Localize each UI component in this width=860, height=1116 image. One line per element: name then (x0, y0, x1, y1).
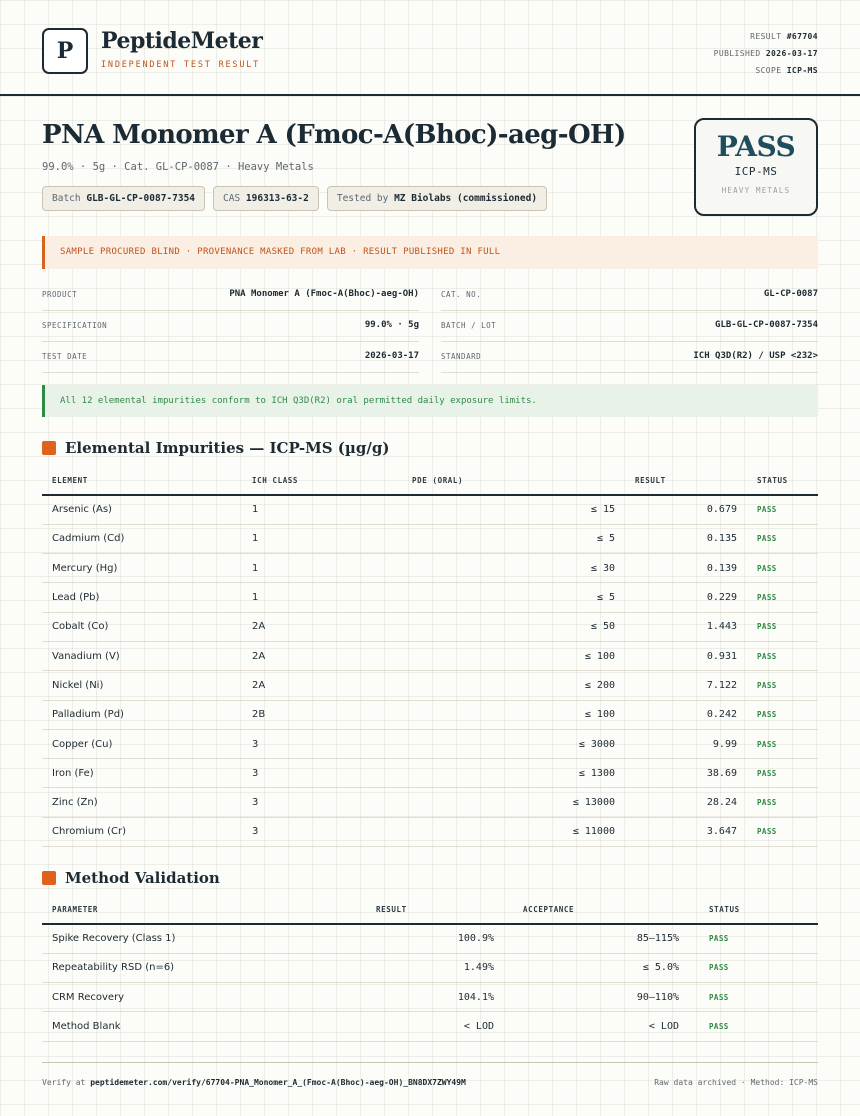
pde-cell: ≤ 30 (382, 554, 625, 583)
badge-method: ICP-MS (734, 165, 778, 178)
section-marker-icon (42, 441, 56, 455)
class-cell: 1 (242, 495, 382, 524)
logo-icon (42, 28, 88, 74)
status-badge: PASS (689, 983, 818, 1012)
status-badge: PASS (747, 524, 818, 553)
meta-scope: SCOPE ICP-MS (755, 66, 818, 75)
chip-row (42, 186, 547, 211)
table-row (42, 817, 818, 846)
meta-result: RESULT #67704 (750, 32, 818, 41)
class-cell: 3 (242, 817, 382, 846)
element-cell: Arsenic (As) (42, 495, 242, 524)
archive-note: Raw data archived · Method: ICP-MS (654, 1078, 818, 1087)
class-cell: 2B (242, 700, 382, 729)
class-cell: 2A (242, 671, 382, 700)
status-badge: PASS (689, 1012, 818, 1041)
table-header-row: PARAMETER RESULT ACCEPTANCE STATUS (42, 895, 818, 924)
impurities-table (42, 466, 818, 847)
result-cell: 28.24 (625, 788, 747, 817)
status-badge: PASS (747, 700, 818, 729)
table-row (42, 641, 818, 670)
element-cell: Cobalt (Co) (42, 612, 242, 641)
element-cell: Vanadium (V) (42, 641, 242, 670)
info-batch: BATCH / LOT GLB-GL-CP-0087-7354 (441, 311, 818, 342)
verify-link[interactable]: peptidemeter.com/verify/67704-PNA_Monomer_A_(Fmoc-A(Bhoc)-aeg-OH)_BN8DX7ZWY49M (90, 1078, 466, 1087)
status-badge: PASS (747, 554, 818, 583)
element-cell: Zinc (Zn) (42, 788, 242, 817)
result-cell: < LOD (366, 1012, 504, 1041)
parameter-cell: CRM Recovery (42, 983, 366, 1012)
result-cell: 0.135 (625, 524, 747, 553)
info-catno: CAT. NO. GL-CP-0087 (441, 280, 818, 311)
table-row (42, 924, 818, 953)
cas-chip: CAS 196313-63-2 (213, 186, 319, 211)
table-row (42, 554, 818, 583)
badge-category: HEAVY METALS (721, 186, 791, 195)
table-row (42, 759, 818, 788)
impurities-heading: Elemental Impurities — ICP-MS (µg/g) (42, 439, 389, 457)
result-cell: 0.931 (625, 641, 747, 670)
result-cell: 100.9% (366, 924, 504, 953)
element-cell: Lead (Pb) (42, 583, 242, 612)
status-badge: PASS (747, 612, 818, 641)
pde-cell: ≤ 5 (382, 583, 625, 612)
parameter-cell: Repeatability RSD (n=6) (42, 953, 366, 982)
result-cell: 1.443 (625, 612, 747, 641)
pass-badge (694, 118, 818, 216)
pde-cell: ≤ 1300 (382, 759, 625, 788)
pde-cell: ≤ 100 (382, 700, 625, 729)
procurement-notice: SAMPLE PROCURED BLIND · PROVENANCE MASKED FROM LAB · RESULT PUBLISHED IN FULL (42, 236, 818, 269)
info-standard: STANDARD ICH Q3D(R2) / USP <232> (441, 342, 818, 373)
brand-tagline: INDEPENDENT TEST RESULT (101, 60, 261, 70)
status-badge: PASS (747, 759, 818, 788)
acceptance-cell: 85–115% (504, 924, 689, 953)
result-cell: 3.647 (625, 817, 747, 846)
class-cell: 1 (242, 583, 382, 612)
status-badge: PASS (747, 495, 818, 524)
element-cell: Mercury (Hg) (42, 554, 242, 583)
element-cell: Nickel (Ni) (42, 671, 242, 700)
pde-cell: ≤ 15 (382, 495, 625, 524)
parameter-cell: Method Blank (42, 1012, 366, 1041)
acceptance-cell: < LOD (504, 1012, 689, 1041)
status-badge: PASS (747, 641, 818, 670)
table-row (42, 583, 818, 612)
table-row (42, 788, 818, 817)
table-row (42, 612, 818, 641)
result-cell: 7.122 (625, 671, 747, 700)
table-row (42, 1012, 818, 1041)
badge-status: PASS (716, 130, 796, 163)
class-cell: 1 (242, 554, 382, 583)
result-cell: 38.69 (625, 759, 747, 788)
class-cell: 3 (242, 788, 382, 817)
meta-published: PUBLISHED 2026-03-17 (713, 49, 818, 58)
pde-cell: ≤ 50 (382, 612, 625, 641)
element-cell: Iron (Fe) (42, 759, 242, 788)
info-product: PRODUCT PNA Monomer A (Fmoc-A(Bhoc)-aeg-OH) (42, 280, 419, 311)
status-badge: PASS (689, 924, 818, 953)
table-row (42, 671, 818, 700)
pde-cell: ≤ 3000 (382, 729, 625, 758)
info-spec: SPECIFICATION 99.0% · 5g (42, 311, 419, 342)
class-cell: 3 (242, 729, 382, 758)
pde-cell: ≤ 5 (382, 524, 625, 553)
class-cell: 3 (242, 759, 382, 788)
report-meta (714, 28, 818, 79)
status-badge: PASS (747, 817, 818, 846)
validation-heading: Method Validation (42, 869, 220, 887)
page-title: PNA Monomer A (Fmoc-A(Bhoc)-aeg-OH) (42, 120, 626, 150)
info-date: TEST DATE 2026-03-17 (42, 342, 419, 373)
batch-chip: Batch GLB-GL-CP-0087-7354 (42, 186, 205, 211)
report-header (0, 0, 860, 96)
class-cell: 2A (242, 641, 382, 670)
conformance-banner: All 12 elemental impurities conform to ICH Q3D(R2) oral permitted daily exposure limits. (42, 385, 818, 417)
status-badge: PASS (747, 583, 818, 612)
status-badge: PASS (747, 671, 818, 700)
table-row (42, 729, 818, 758)
table-row (42, 983, 818, 1012)
result-cell: 9.99 (625, 729, 747, 758)
status-badge: PASS (747, 788, 818, 817)
result-cell: 0.679 (625, 495, 747, 524)
result-cell: 0.242 (625, 700, 747, 729)
element-cell: Chromium (Cr) (42, 817, 242, 846)
class-cell: 2A (242, 612, 382, 641)
pde-cell: ≤ 200 (382, 671, 625, 700)
result-cell: 1.49% (366, 953, 504, 982)
status-badge: PASS (747, 729, 818, 758)
table-row (42, 700, 818, 729)
acceptance-cell: 90–110% (504, 983, 689, 1012)
parameter-cell: Spike Recovery (Class 1) (42, 924, 366, 953)
result-cell: 0.139 (625, 554, 747, 583)
class-cell: 1 (242, 524, 382, 553)
element-cell: Cadmium (Cd) (42, 524, 242, 553)
table-row (42, 495, 818, 524)
pde-cell: ≤ 11000 (382, 817, 625, 846)
page-subtitle: 99.0% · 5g · Cat. GL-CP-0087 · Heavy Metals (42, 161, 314, 173)
brand-name: PeptideMeter (101, 28, 263, 54)
acceptance-cell: ≤ 5.0% (504, 953, 689, 982)
result-cell: 104.1% (366, 983, 504, 1012)
validation-table (42, 895, 818, 1042)
pde-cell: ≤ 13000 (382, 788, 625, 817)
element-cell: Copper (Cu) (42, 729, 242, 758)
result-cell: 0.229 (625, 583, 747, 612)
section-marker-icon (42, 871, 56, 885)
report-footer (42, 1062, 818, 1087)
status-badge: PASS (689, 953, 818, 982)
tested-by-chip: Tested by MZ Biolabs (commissioned) (327, 186, 547, 211)
verify-line: Verify at peptidemeter.com/verify/67704-PNA_Monomer_A_(Fmoc-A(Bhoc)-aeg-OH)_BN8DX7ZWY49M (42, 1078, 466, 1087)
table-row (42, 524, 818, 553)
element-cell: Palladium (Pd) (42, 700, 242, 729)
pde-cell: ≤ 100 (382, 641, 625, 670)
table-header-row: ELEMENT ICH CLASS PDE (ORAL) RESULT STATUS (42, 466, 818, 495)
table-row (42, 953, 818, 982)
logo-letter: P (56, 38, 74, 64)
